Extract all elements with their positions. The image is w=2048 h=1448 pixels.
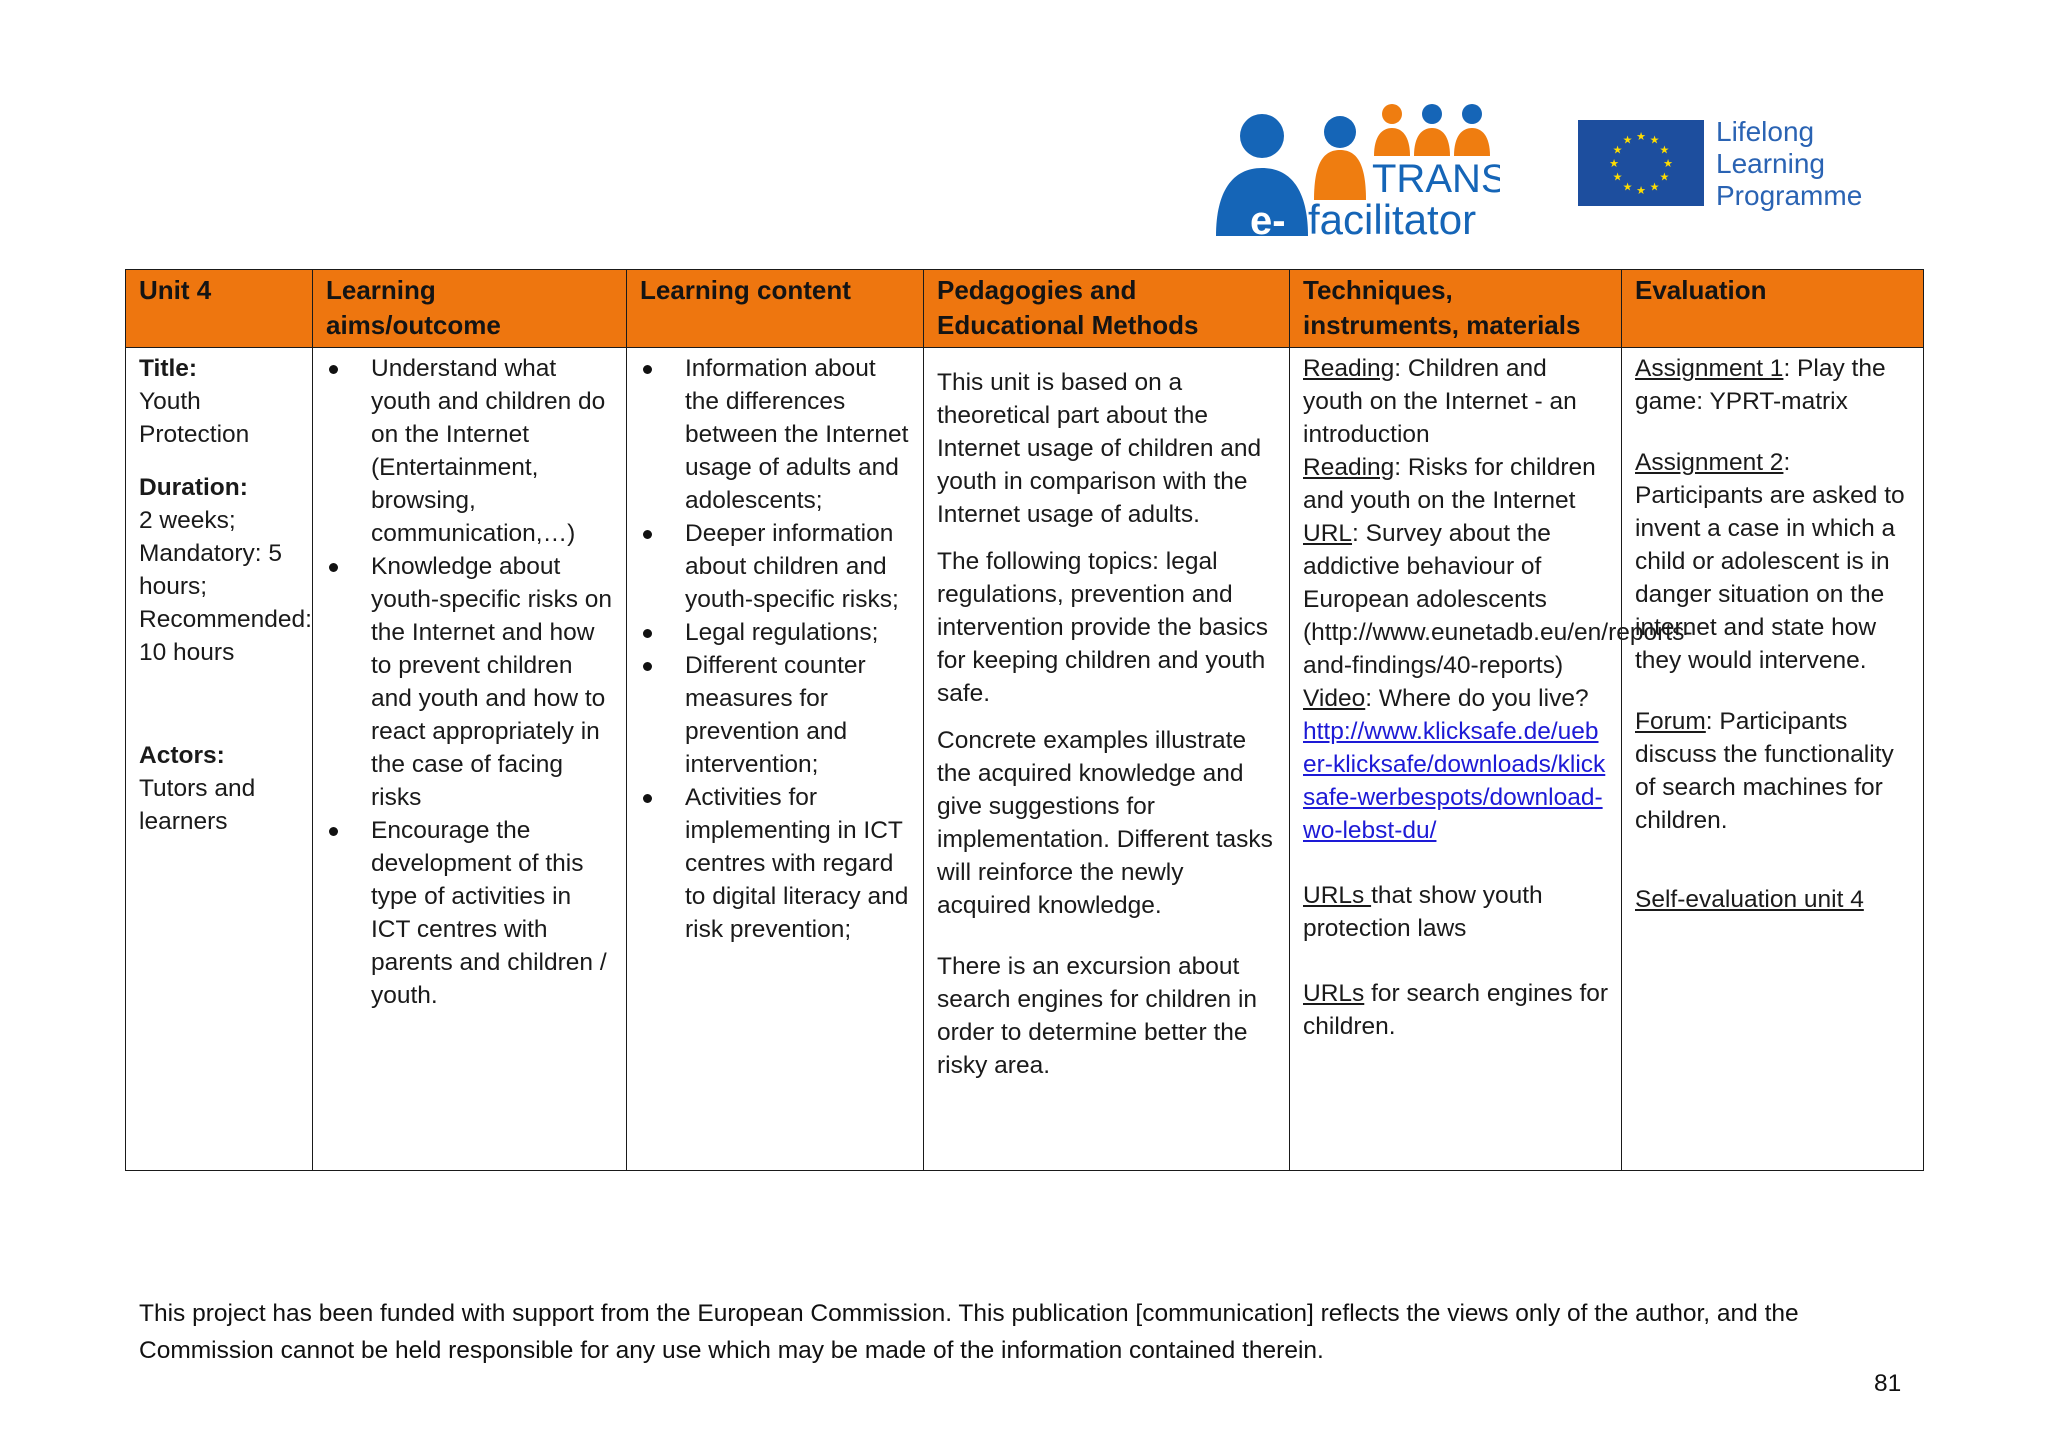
reading-text: : Children and youth on the Internet - an introduction — [1303, 355, 1577, 448]
url-text: : Survey about the addictive behaviour of European adolescents (http://www.eunetadb.eu/en/reports-and-findings/40-reports) — [1303, 520, 1693, 679]
eu-text-line1: Lifelong — [1716, 116, 1815, 147]
unit-table — [125, 269, 1924, 1171]
actors-value: Tutors and learners — [139, 775, 256, 835]
assignment-1 — [1635, 352, 1913, 418]
cell-unit-info — [126, 348, 313, 1171]
blue-person-head-icon-2 — [1422, 104, 1442, 124]
eu-lifelong-learning-logo — [1578, 116, 1878, 212]
header-learning-aims: Learning aims/outcome — [313, 270, 627, 348]
blue-person-small-head-icon — [1324, 116, 1356, 148]
url-label: URL — [1303, 520, 1353, 547]
duration-line: Recommended: 10 hours — [139, 606, 312, 666]
assignment-1-text: : Play the game: YPRT-matrix — [1635, 355, 1886, 415]
actors-label: Actors: — [139, 742, 225, 769]
video-text: : Where do you live? — [1365, 685, 1589, 712]
orange-person-body-icon-2 — [1414, 128, 1450, 156]
title-value: Youth Protection — [139, 388, 250, 448]
trans-logo-graphic — [1210, 100, 1500, 240]
eu-flag-icon — [1578, 120, 1704, 206]
trans-e-facilitator-logo — [1210, 100, 1500, 240]
eu-text-line2: Learning — [1716, 148, 1825, 179]
eu-programme-name — [1716, 116, 1862, 212]
methods-paragraph: Concrete examples illustrate the acquired knowledge and give suggestions for implementation. Different tasks will reinforce the newly acquired knowledge. — [937, 727, 1273, 919]
eu-text-line3: Programme — [1716, 180, 1863, 211]
header-techniques: Techniques, instruments, materials — [1290, 270, 1622, 348]
reading-label: Reading — [1303, 454, 1395, 481]
eu-star-icon: ★ — [1659, 144, 1670, 157]
trans-logo-word-facilitator: facilitator — [1308, 196, 1477, 240]
duration-label: Duration: — [139, 474, 248, 501]
eu-star-icon: ★ — [1612, 171, 1623, 184]
list-item: Activities for implementing in ICT centres with regard to digital literacy and risk prevention; — [685, 781, 913, 946]
header-pedagogies: Pedagogies and Educational Methods — [924, 270, 1290, 348]
material-urls-laws — [1303, 879, 1611, 945]
list-item: Knowledge about youth-specific risks on the Internet and how to prevent children and youth and how to react appropriately in the case of facing risks — [371, 550, 616, 814]
methods-paragraph: This unit is based on a theoretical part about the Internet usage of children and youth in comparison with the Internet usage of adults. — [937, 369, 1262, 528]
eu-star-icon: ★ — [1612, 144, 1623, 157]
header-evaluation: Evaluation — [1622, 270, 1924, 348]
video-label: Video — [1303, 685, 1366, 712]
table-row — [126, 348, 1924, 1171]
urls-text: that show youth protection laws — [1303, 882, 1543, 942]
eu-star-icon: ★ — [1622, 134, 1633, 147]
cell-learning-content — [627, 348, 924, 1171]
assignment-2 — [1635, 446, 1913, 677]
header-unit: Unit 4 — [126, 270, 313, 348]
reading-label: Reading — [1303, 355, 1395, 382]
eu-star-icon: ★ — [1649, 134, 1660, 147]
self-evaluation-link[interactable]: Self-evaluation unit 4 — [1635, 886, 1864, 913]
list-item: Different counter measures for prevention and intervention; — [685, 649, 913, 781]
assignment-2-label: Assignment 2 — [1635, 449, 1784, 476]
duration-line: 2 weeks; — [139, 507, 236, 534]
cell-evaluation — [1622, 348, 1924, 1171]
eu-stars-icon — [1578, 120, 1704, 206]
assignment-2-text: : Participants are asked to invent a case in which a child or adolescent is in danger situation on the internet and state how they would intervene. — [1635, 449, 1905, 674]
blue-person-head-icon — [1240, 114, 1284, 158]
methods-paragraph: The following topics: legal regulations, prevention and intervention provide the basics for keeping children and youth safe. — [937, 548, 1268, 707]
forum-label: Forum — [1635, 708, 1706, 735]
eu-star-icon: ★ — [1659, 171, 1670, 184]
material-video — [1303, 682, 1611, 715]
orange-person-body-icon-3 — [1454, 128, 1490, 156]
forum — [1635, 705, 1913, 837]
video-link-wrap — [1303, 715, 1611, 847]
klicksafe-video-link[interactable]: http://www.klicksafe.de/ueber-klicksafe/downloads/klicksafe-werbespots/download-wo-lebst-du/ — [1303, 718, 1606, 844]
orange-person-body-icon — [1374, 128, 1410, 156]
urls-label: URLs — [1303, 882, 1372, 909]
header-learning-content: Learning content — [627, 270, 924, 348]
list-item: Information about the differences between the Internet usage of adults and adolescents; — [685, 352, 913, 517]
trans-logo-word-e: e- — [1250, 199, 1286, 240]
funding-disclaimer: This project has been funded with support from the European Commission. This publication [communication] reflects the views only of the author, and the Commission cannot be held responsible for any use which may be made of the information contained therein. — [139, 1300, 1799, 1364]
orange-person-large-body-icon — [1314, 150, 1366, 200]
cell-learning-aims — [313, 348, 627, 1171]
list-item: Deeper information about children and youth-specific risks; — [685, 517, 913, 616]
aims-list — [326, 352, 616, 1012]
orange-person-head-icon — [1382, 104, 1402, 124]
title-label: Title: — [139, 355, 198, 382]
eu-star-icon: ★ — [1622, 181, 1633, 194]
material-urls-search — [1303, 977, 1611, 1043]
reading-text: : Risks for children and youth on the Internet — [1303, 454, 1596, 514]
material-reading-1 — [1303, 352, 1611, 451]
list-item: Legal regulations; — [685, 616, 913, 649]
list-item: Encourage the development of this type of activities in ICT centres with parents and children / youth. — [371, 814, 616, 1012]
content-list — [640, 352, 913, 946]
trans-logo-word-trans: TRANS — [1372, 157, 1500, 201]
eu-star-icon: ★ — [1636, 131, 1646, 143]
material-url — [1303, 517, 1693, 682]
duration-line: Mandatory: 5 hours; — [139, 540, 282, 600]
list-item: Understand what youth and children do on the Internet (Entertainment, browsing, communication,…) — [371, 352, 616, 550]
eu-star-icon: ★ — [1663, 158, 1673, 170]
assignment-1-label: Assignment 1 — [1635, 355, 1784, 382]
urls-text: for search engines for children. — [1303, 980, 1609, 1040]
eu-star-icon: ★ — [1649, 181, 1660, 194]
urls-label: URLs — [1303, 980, 1365, 1007]
blue-person-head-icon-3 — [1462, 104, 1482, 124]
methods-paragraph: There is an excursion about search engines for children in order to determine better the risky area. — [937, 953, 1258, 1079]
eu-star-icon: ★ — [1636, 185, 1646, 197]
cell-pedagogies — [924, 348, 1290, 1171]
forum-text: : Participants discuss the functionality of search machines for children. — [1635, 708, 1894, 834]
table-header-row — [126, 270, 1924, 348]
page-number: 81 — [1874, 1370, 1902, 1397]
eu-star-icon: ★ — [1609, 158, 1619, 170]
material-reading-2 — [1303, 451, 1611, 517]
